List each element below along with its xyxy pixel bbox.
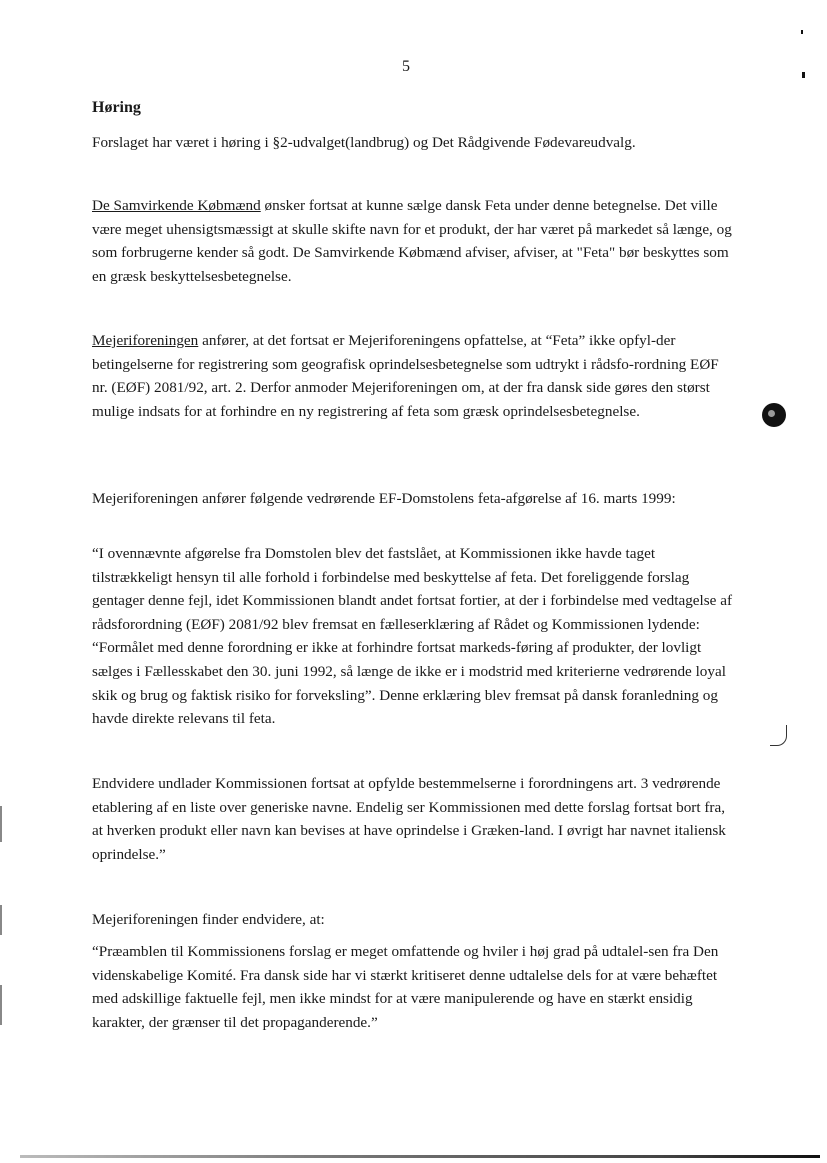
intro-paragraph: Forslaget har været i høring i §2-udvalget(landbrug) og Det Rådgivende Fødevareudvalg.	[92, 134, 636, 151]
quote-paragraph-3: “Præamblen til Kommissionens forslag er meget omfattende og hviler i høj grad på udtalel-sen fra Den videnskabelige Komité. Fra dansk side har vi stærkt kritiseret denne udtalelse dels for at være behæftet med adskillige faktuelle fejl, men ikke mindst for at være manipulerende og have en stærkt ensidig karakter, der grænser til det propaganderende.”	[92, 943, 719, 1031]
org-name-mejeri: Mejeriforeningen	[92, 332, 199, 349]
quote-paragraph-2: Endvidere undlader Kommissionen fortsat at opfylde bestemmelserne i forordningens art. 3 vedrørende etablering af en liste over generiske navne. Endelig ser Kommissionen med dette forslag fortsat bort fra, at hverken produkt eller navn kan bevises at have oprindelse i Græken-land. I øvrigt har navnet italiensk oprindelse.”	[92, 775, 726, 863]
bottom-scan-edge	[20, 1155, 820, 1158]
margin-bracket-mark	[770, 725, 787, 746]
quote-paragraph-1: “I ovennævnte afgørelse fra Domstolen blev det fastslået, at Kommissionen ikke havde taget tilstrækkeligt hensyn til alle forhold i forbindelse med beskyttelse af feta. Det foreliggende forslag gentager denne fejl, idet Kommissionen blandt andet fortsat fortier, at der i forbindelse med vedtagelse af rådsforordning (EØF) 2081/92 blev fremsat en fælleserklæring af Rådet og Kommissionen lydende: “Formålet med denne forordning er ikke at forhindre fortsat markeds-føring af produkter, der lovligt sælges i Fællesskabet den 30. juni 1992, så længe de ikke er i modstrid med kriterierne vedrørende loyal skik og brug og faktisk risiko for forveksling”. Denne erklæring blev fremsat på dansk foranledning og havde direkte relevans til feta.	[92, 545, 732, 728]
mejeri-paragraph-2: Mejeriforeningen anfører følgende vedrørende EF-Domstolens feta-afgørelse af 16. marts 1999:	[92, 490, 676, 507]
punch-hole-mark	[762, 403, 786, 427]
margin-dot-mark	[802, 72, 805, 78]
punch-hole-inner	[768, 410, 775, 417]
mejeri-paragraph-1	[92, 329, 732, 423]
samvirkende-paragraph	[92, 194, 732, 288]
samvirkende-text: ønsker fortsat at kunne sælge dansk Feta under denne betegnelse. Det ville være meget uhensigtsmæssigt at skulle skifte navn for et produkt, der har været på markedet så længe, og som forbrugerne kender så godt. De Samvirkende Købmænd afviser, afviser, at "Feta" bør beskyttes som en græsk beskyttelsesbetegnelse.	[92, 197, 732, 285]
mejeri-paragraph-3: Mejeriforeningen finder endvidere, at:	[92, 911, 325, 928]
page-number: 5	[402, 58, 410, 75]
org-name-samvirkende: De Samvirkende Købmænd	[92, 197, 261, 214]
mejeri-text-1: anfører, at det fortsat er Mejeriforeningens opfattelse, at “Feta” ikke opfyl-der betingelserne for registrering som geografisk oprindelsesbetegnelse som udtrykt i rådsfo-rordning EØF nr. (EØF) 2081/92, art. 2. Derfor anmoder Mejeriforeningen om, at der fra dansk side gøres den størst mulige indsats for at forhindre en ny registrering af feta som græsk oprindelsesbetegnelse.	[92, 332, 719, 420]
section-heading: Høring	[92, 99, 141, 116]
margin-dot-mark-small	[801, 30, 803, 34]
left-edge-mark-3	[0, 985, 2, 1025]
left-edge-mark	[0, 806, 2, 842]
left-edge-mark-2	[0, 905, 2, 935]
